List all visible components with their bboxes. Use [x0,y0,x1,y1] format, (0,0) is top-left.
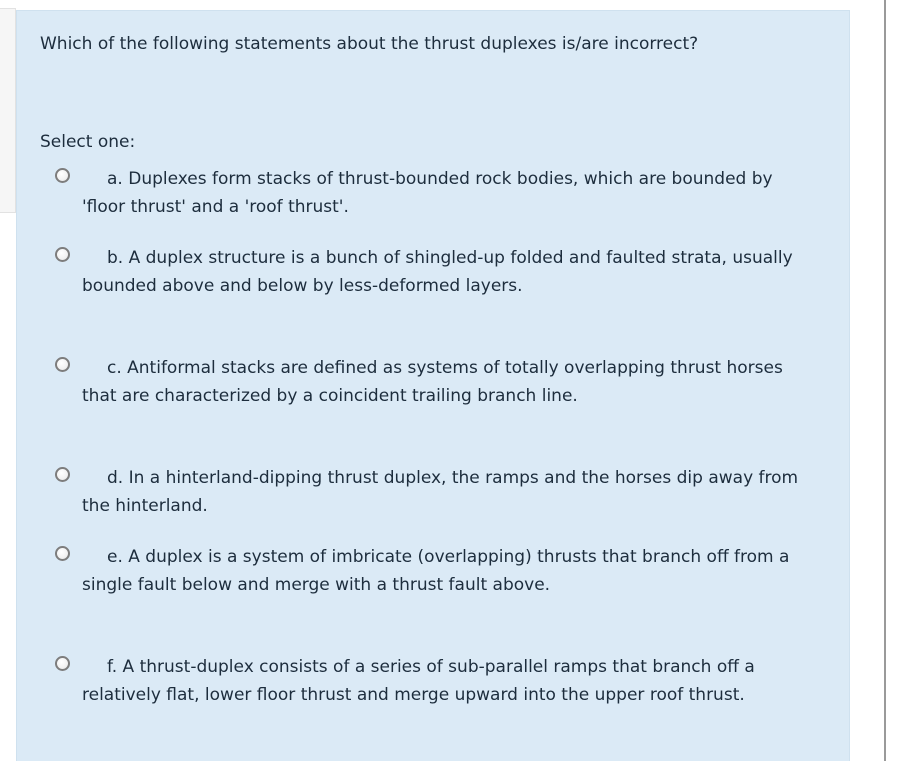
select-one-prompt: Select one: [40,132,136,152]
answer-text-a: a. Duplexes form stacks of thrust-bounded rock bodies, which are bounded by 'floor thrust' and a 'roof thrust'. [82,169,773,217]
radio-button-f[interactable] [55,656,70,671]
answer-option-c[interactable] [39,354,799,410]
answer-text-f: f. A thrust-duplex consists of a series of sub-parallel ramps that branch off a relatively flat, lower floor thrust and merge upward into the upper roof thrust. [82,657,755,705]
left-side-tab [0,8,16,213]
answer-list [17,11,849,761]
answer-text-e: e. A duplex is a system of imbricate (overlapping) thrusts that branch off from a single fault below and merge with a thrust fault above. [82,547,790,595]
radio-button-b[interactable] [55,247,70,262]
question-text: Which of the following statements about the thrust duplexes is/are incorrect? [40,34,699,54]
radio-button-a[interactable] [55,168,70,183]
answer-text-b: b. A duplex structure is a bunch of shingled-up folded and faulted strata, usually bounded above and below by less-deformed layers. [82,248,793,296]
right-border-divider [884,0,886,761]
answer-text-c: c. Antiformal stacks are defined as systems of totally overlapping thrust horses that are characterized by a coincident trailing branch line. [82,358,783,406]
question-panel [16,10,850,761]
answer-option-e[interactable] [39,543,799,599]
answer-option-d[interactable] [39,464,799,520]
answer-text-d: d. In a hinterland-dipping thrust duplex, the ramps and the horses dip away from the hinterland. [82,468,799,516]
radio-button-d[interactable] [55,467,70,482]
answer-option-b[interactable] [39,244,799,300]
radio-button-c[interactable] [55,357,70,372]
answer-option-f[interactable] [39,653,799,709]
radio-button-e[interactable] [55,546,70,561]
answer-option-a[interactable] [39,165,799,221]
